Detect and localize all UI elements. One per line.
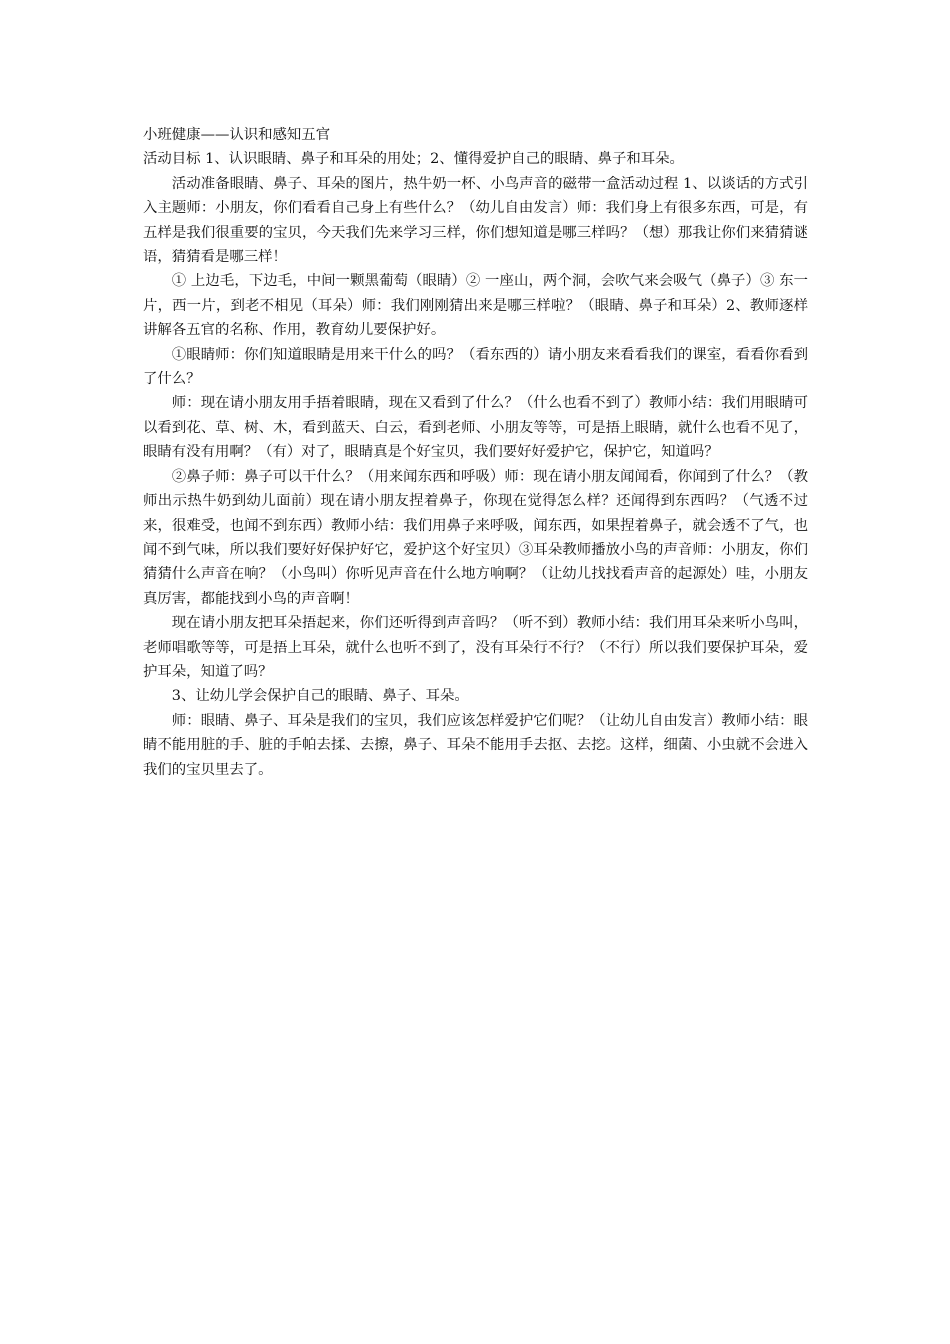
paragraph-conclusion: 师：眼睛、鼻子、耳朵是我们的宝贝，我们应该怎样爱护它们呢？（让幼儿自由发言）教师小结：眼睛不能用脏的手、脏的手帕去揉、去擦，鼻子、耳朵不能用手去抠、去挖。这样，细菌、小虫就不会进入我们的宝贝里去了。 bbox=[143, 712, 808, 778]
paragraph-ears-summary: 现在请小朋友把耳朵捂起来，你们还听得到声音吗？（听不到）教师小结：我们用耳朵来听小鸟叫，老师唱歌等等，可是捂上耳朵，就什么也听不到了，没有耳朵行不行？（不行）所以我们要保护耳朵，爱护耳朵，知道了吗？ bbox=[143, 615, 808, 680]
document-title: 小班健康——认识和感知五官 bbox=[143, 127, 331, 143]
paragraph-nose-ears: ②鼻子师：鼻子可以干什么？（用来闻东西和呼吸）师：现在请小朋友闻闻看，你闻到了什么？（教师出示热牛奶到幼儿面前）现在请小朋友捏着鼻子，你现在觉得怎么样？还闻得到东西吗？（气透不过来，很难受，也闻不到东西）教师小结：我们用鼻子来呼吸，闻东西，如果捏着鼻子，就会透不了气，也闻不到气味，所以我们要好好保护好它，爱护这个好宝贝）③耳朵教师播放小鸟的声音师：小朋友，你们猜猜什么声音在响？（小鸟叫）你听见声音在什么地方响啊？（让幼儿找找看声音的起源处）哇，小朋友真厉害，都能找到小鸟的声音啊！ bbox=[143, 468, 808, 607]
paragraph-riddles: ① 上边毛，下边毛，中间一颗黑葡萄（眼睛）② 一座山，两个洞，会吹气来会吸气（鼻子）③ 东一片，西一片，到老不相见（耳朵）师：我们刚刚猜出来是哪三样啦？（眼睛、鼻子和耳朵）2、教师逐样讲解各五官的名称、作用，教育幼儿要保护好。 bbox=[143, 273, 808, 339]
paragraph-preparation: 活动准备眼睛、鼻子、耳朵的图片，热牛奶一杯、小鸟声音的磁带一盒活动过程 1、以谈话的方式引入主题师：小朋友，你们看看自己身上有些什么？（幼儿自由发言）师：我们身上有很多东西，可是，有五样是我们很重要的宝贝，今天我们先来学习三样，你们想知道是哪三样吗？（想）那我让你们来猜猜谜语，猜猜看是哪三样！ bbox=[143, 175, 808, 266]
paragraph-eyes: ①眼睛师：你们知道眼睛是用来干什么的吗？（看东西的）请小朋友来看看我们的课室，看看你看到了什么？ bbox=[143, 346, 808, 388]
paragraph-objectives: 活动目标 1、认识眼睛、鼻子和耳朵的用处；2、懂得爱护自己的眼睛、鼻子和耳朵。 bbox=[143, 151, 684, 168]
paragraph-step-3: 3、让幼儿学会保护自己的眼睛、鼻子、耳朵。 bbox=[171, 688, 469, 705]
document-body bbox=[143, 123, 808, 782]
paragraph-eyes-summary: 师：现在请小朋友用手捂着眼睛，现在又看到了什么？（什么也看不到了）教师小结：我们用眼睛可以看到花、草、树、木，看到蓝天、白云，看到老师、小朋友等等，可是捂上眼睛，就什么也看不见了，眼睛有没有用啊？（有）对了，眼睛真是个好宝贝，我们要好好爱护它，保护它，知道吗？ bbox=[143, 395, 808, 461]
